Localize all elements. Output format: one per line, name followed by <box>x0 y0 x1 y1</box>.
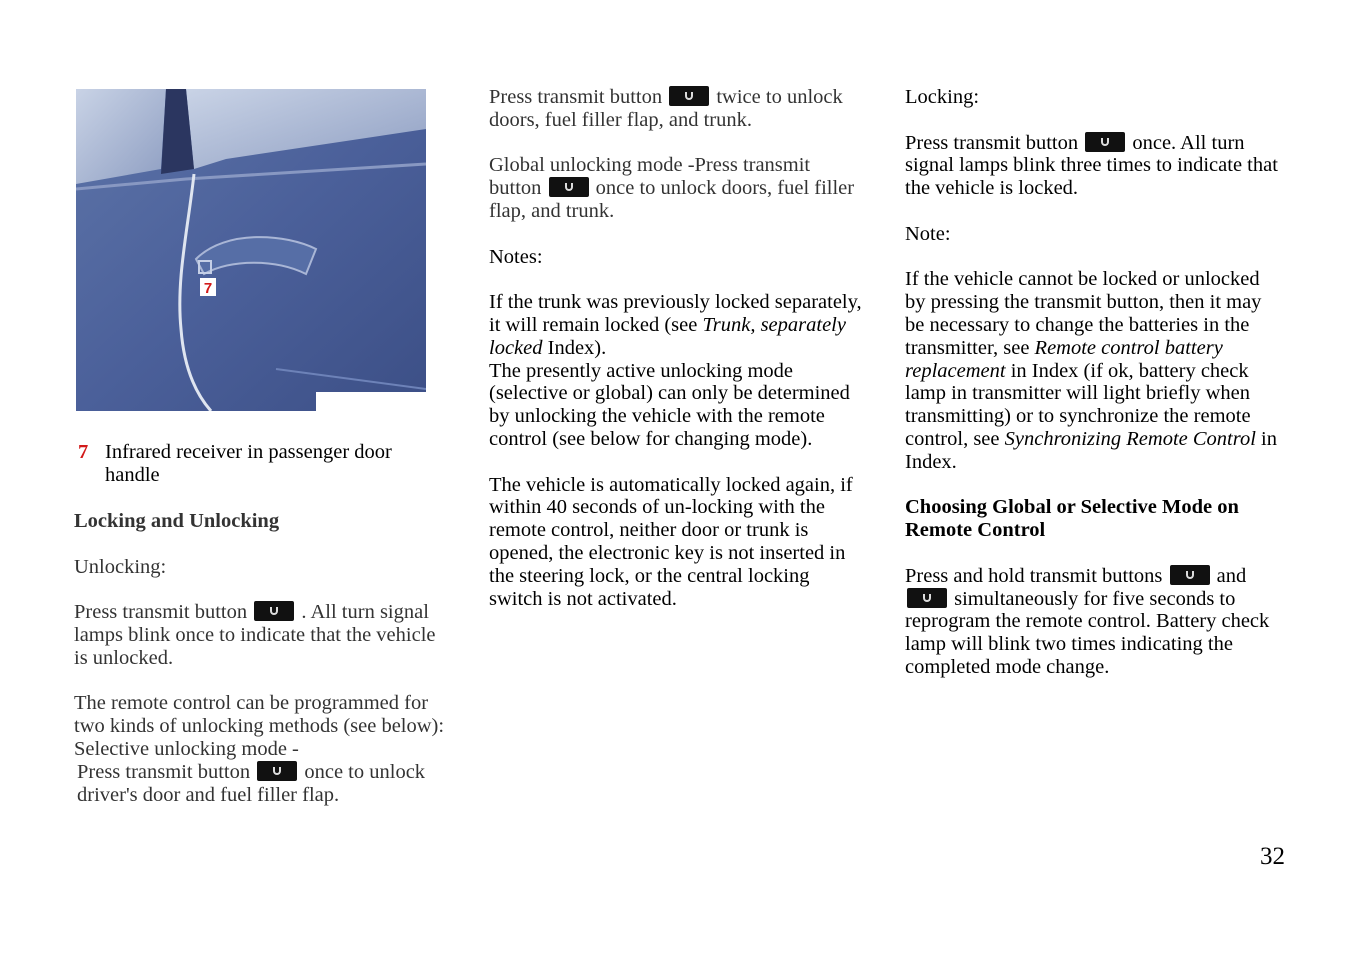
paragraph-programmed: The remote control can be programmed for two kinds of unlocking methods (see below): <box>74 692 445 738</box>
index-reference-synchronizing: Synchronizing Remote Control <box>1004 427 1256 450</box>
paragraph-lock-press: Press transmit button once. All turn signal lamps blink three times to indicate that the vehicle is locked. <box>905 131 1278 200</box>
figure-caption <box>78 441 438 487</box>
column-middle <box>489 86 864 610</box>
transmit-button-icon <box>1170 565 1210 585</box>
caption-text: Infrared receiver in passenger door handle <box>105 441 392 486</box>
unlocking-label: Unlocking: <box>74 555 167 578</box>
car-door-photo <box>76 89 426 411</box>
paragraph-battery-note: If the vehicle cannot be locked or unlocked by pressing the transmit button, then it may be necessary to change the batteries in the transmitter, see Remote control battery replacement in Index (if ok, battery check lamp in transmitter will light briefly when transmitting) or to synchronize the remote control, see Synchronizing Remote Control in Index. <box>905 268 1277 473</box>
paragraph-trunk-note: If the trunk was previously locked separately, it will remain locked (see Trunk, separately locked Index). <box>489 291 862 359</box>
note-label: Note: <box>905 222 951 245</box>
index-reference-trunk: Trunk, separately locked <box>489 313 846 359</box>
photo-callout-number: 7 <box>203 280 213 297</box>
index-reference-battery: Remote control battery replacement <box>905 336 1223 382</box>
transmit-button-icon <box>257 761 297 781</box>
paragraph-global-mode: Global unlocking mode -Press transmit button once to unlock doors, fuel filler flap, and trunk. <box>489 154 855 222</box>
paragraph-unlock-press: Press transmit button . All turn signal lamps blink once to indicate that the vehicle is unlocked. <box>74 601 436 669</box>
notes-label: Notes: <box>489 245 543 268</box>
paragraph-twice: Press transmit button twice to unlock doors, fuel filler flap, and trunk. <box>489 86 843 131</box>
page-number: 32 <box>1260 843 1285 870</box>
section-heading-locking-unlocking: Locking and Unlocking <box>74 510 280 532</box>
column-right <box>905 86 1280 679</box>
paragraph-auto-lock: The vehicle is automatically locked again, if within 40 seconds of un-locking with the remote control, neither door or trunk is opened, the electronic key is not inserted in the steering lock, or the central locking switch is not activated. <box>489 473 853 610</box>
transmit-button-icon <box>907 588 947 608</box>
transmit-button-icon <box>669 86 709 106</box>
car-door-illustration <box>76 89 426 411</box>
column-left <box>74 510 454 806</box>
transmit-button-icon <box>1085 132 1125 152</box>
paragraph-active-mode: The presently active unlocking mode (selective or global) can only be determined by unlocking the vehicle with the remote control (see below for changing mode). <box>489 359 850 450</box>
paragraph-selective-mode: Selective unlocking mode - <box>74 737 299 760</box>
locking-label: Locking: <box>905 86 980 108</box>
paragraph-reprogram: Press and hold transmit buttons and simultaneously for five seconds to reprogram the remote control. Battery check lamp will blink two times indicating the completed mode change. <box>905 564 1270 678</box>
section-heading-choosing-mode: Choosing Global or Selective Mode on Remote Control <box>905 496 1239 542</box>
paragraph-selective-press: Press transmit button once to unlock driver's door and fuel filler flap. <box>77 760 426 806</box>
transmit-button-icon <box>254 601 294 621</box>
transmit-button-icon <box>549 177 589 197</box>
caption-number: 7 <box>78 441 89 463</box>
